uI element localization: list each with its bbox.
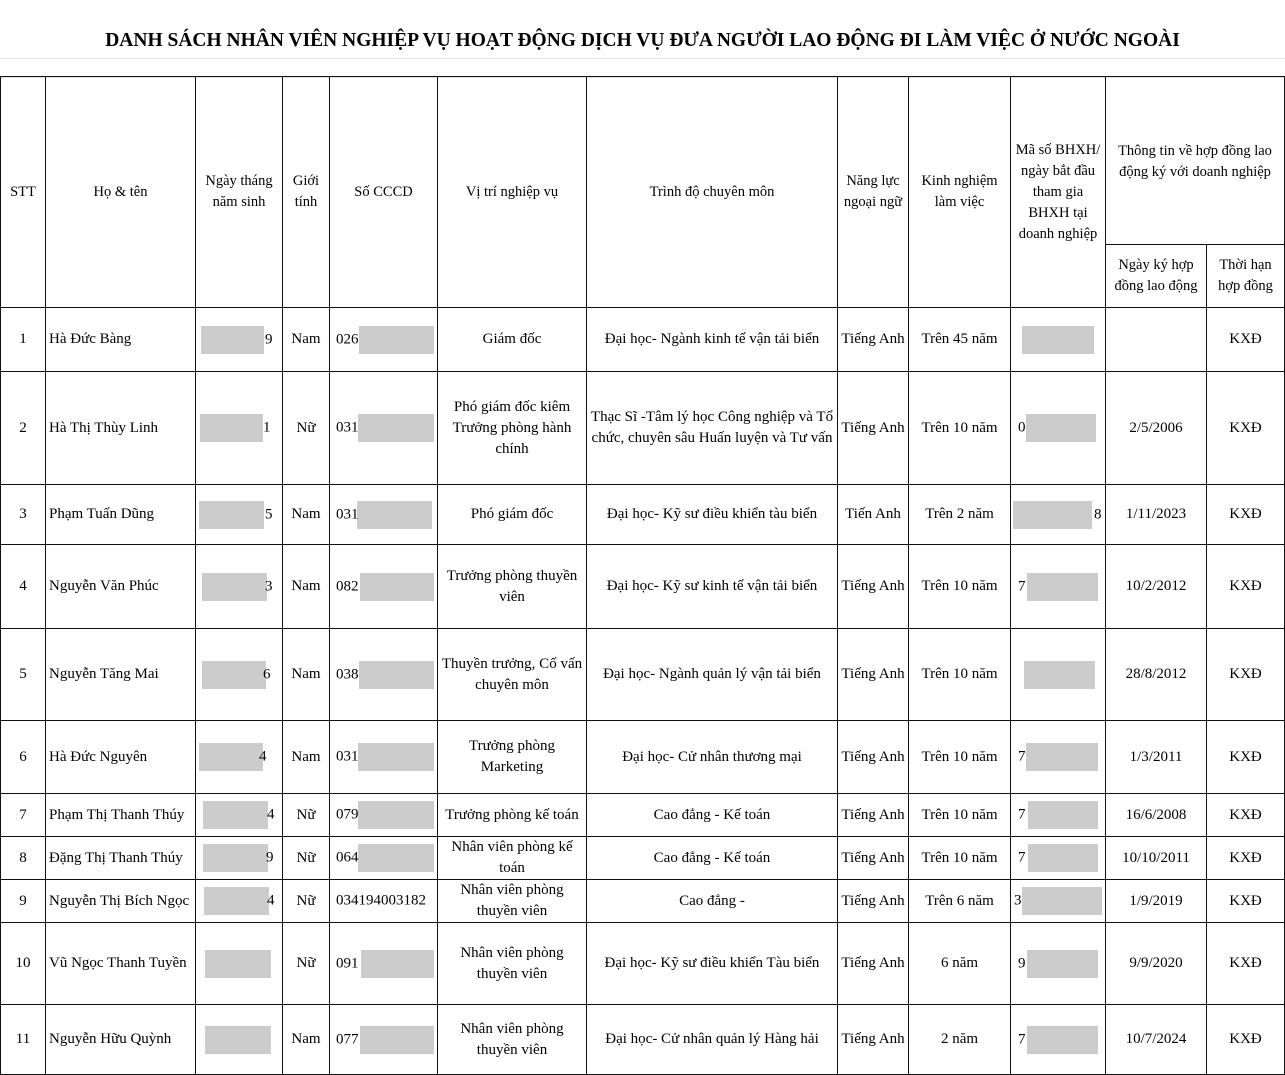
row-dob-text: 4	[267, 892, 275, 909]
row-dob	[196, 485, 283, 545]
redaction-mask	[358, 801, 434, 829]
row-qualification: Đại học- Ngành kinh tế vận tải biển	[587, 308, 838, 372]
row-position: Giám đốc	[438, 308, 587, 372]
row-experience: 6 năm	[909, 923, 1011, 1005]
row-cccd	[330, 629, 438, 721]
redaction-mask	[1022, 887, 1102, 915]
header-dob: Ngày tháng năm sinh	[196, 77, 283, 308]
row-position: Nhân viên phòng thuyền viên	[438, 880, 587, 923]
redaction-mask	[360, 1026, 434, 1054]
row-qualification: Đại học- Kỹ sư điều khiển tàu biển	[587, 485, 838, 545]
row-cccd-text: 031	[336, 419, 359, 436]
redaction-mask	[199, 501, 264, 529]
row-language: Tiếng Anh	[838, 1005, 909, 1075]
row-term: KXĐ	[1207, 794, 1285, 837]
table-row	[1, 721, 1285, 794]
row-gender: Nam	[283, 721, 330, 794]
row-experience: Trên 2 năm	[909, 485, 1011, 545]
row-stt: 9	[1, 880, 46, 923]
row-position: Phó giám đốc	[438, 485, 587, 545]
row-cccd	[330, 794, 438, 837]
row-qualification: Đại học- Ngành quản lý vận tải biển	[587, 629, 838, 721]
row-position: Trưởng phòng Marketing	[438, 721, 587, 794]
row-dob-text: 6	[263, 666, 271, 682]
redaction-mask	[200, 414, 263, 442]
row-term: KXĐ	[1207, 880, 1285, 923]
redaction-mask	[1026, 743, 1098, 771]
row-qualification: Cao đẳng -	[587, 880, 838, 923]
row-cccd	[330, 1005, 438, 1075]
row-bhxh-text: 3	[1014, 892, 1022, 909]
row-term: KXĐ	[1207, 721, 1285, 794]
table-row	[1, 923, 1285, 1005]
row-cccd-text: 038	[336, 666, 359, 682]
header-experience: Kinh nghiệm làm việc	[909, 77, 1011, 308]
row-cccd	[330, 880, 438, 923]
redaction-mask	[199, 743, 263, 771]
row-dob-text: 4	[259, 748, 267, 765]
redaction-mask	[1027, 950, 1098, 978]
redaction-mask	[361, 950, 434, 978]
row-sign-date: 1/11/2023	[1106, 485, 1207, 545]
row-language: Tiếng Anh	[838, 880, 909, 923]
row-sign-date: 10/2/2012	[1106, 545, 1207, 629]
row-dob-text: 3	[265, 578, 273, 594]
row-stt: 2	[1, 372, 46, 485]
redaction-mask	[203, 801, 268, 829]
redaction-mask	[1024, 661, 1095, 689]
row-term: KXĐ	[1207, 1005, 1285, 1075]
row-name: Hà Đức Nguyên	[46, 721, 196, 794]
row-dob	[196, 794, 283, 837]
row-experience: Trên 10 năm	[909, 837, 1011, 880]
row-dob-text: 4	[267, 806, 275, 823]
row-gender: Nữ	[283, 794, 330, 837]
row-bhxh-text: 7	[1018, 849, 1026, 866]
table-row	[1, 794, 1285, 837]
row-sign-date: 10/7/2024	[1106, 1005, 1207, 1075]
redaction-mask	[358, 414, 434, 442]
row-stt: 1	[1, 308, 46, 372]
row-gender: Nữ	[283, 880, 330, 923]
row-bhxh-text: 8	[1094, 506, 1102, 522]
row-cccd	[330, 545, 438, 629]
row-name: Nguyễn Thị Bích Ngọc	[46, 880, 196, 923]
redaction-mask	[203, 844, 268, 872]
table-row	[1, 629, 1285, 721]
row-gender: Nam	[283, 308, 330, 372]
redaction-mask	[359, 326, 434, 354]
row-qualification: Đại học- Kỹ sư kinh tế vận tải biển	[587, 545, 838, 629]
redaction-mask	[357, 501, 432, 529]
row-name: Nguyễn Hữu Quỳnh	[46, 1005, 196, 1075]
empty-spreadsheet-row	[0, 58, 1285, 78]
row-position: Nhân viên phòng thuyền viên	[438, 1005, 587, 1075]
row-bhxh	[1011, 880, 1106, 923]
row-term: KXĐ	[1207, 837, 1285, 880]
row-cccd	[330, 308, 438, 372]
row-bhxh-text: 0	[1018, 419, 1026, 436]
row-gender: Nữ	[283, 837, 330, 880]
redaction-mask	[1027, 573, 1098, 601]
row-name: Hà Thị Thùy Linh	[46, 372, 196, 485]
row-bhxh	[1011, 629, 1106, 721]
row-cccd-text: 031	[336, 506, 359, 522]
row-cccd-text: 082	[336, 578, 359, 594]
row-sign-date: 1/9/2019	[1106, 880, 1207, 923]
row-stt: 10	[1, 923, 46, 1005]
page-title: DANH SÁCH NHÂN VIÊN NGHIỆP VỤ HOẠT ĐỘNG DỊCH VỤ ĐƯA NGƯỜI LAO ĐỘNG ĐI LÀM VIỆC Ở NƯỚC NGOÀI	[105, 30, 1180, 51]
redaction-mask	[358, 844, 434, 872]
row-language: Tiếng Anh	[838, 794, 909, 837]
row-experience: Trên 10 năm	[909, 372, 1011, 485]
row-gender: Nam	[283, 545, 330, 629]
header-gender: Giới tính	[283, 77, 330, 308]
row-position: Trưởng phòng kế toán	[438, 794, 587, 837]
row-qualification: Thạc Sĩ -Tâm lý học Công nghiệp và Tổ chức, chuyên sâu Huấn luyện và Tư vấn	[587, 372, 838, 485]
row-qualification: Cao đẳng - Kế toán	[587, 837, 838, 880]
header-position: Vị trí nghiệp vụ	[438, 77, 587, 308]
row-dob	[196, 1005, 283, 1075]
row-bhxh	[1011, 923, 1106, 1005]
row-experience: Trên 10 năm	[909, 794, 1011, 837]
row-bhxh-text: 7	[1018, 806, 1026, 823]
row-position: Phó giám đốc kiêm Trưởng phòng hành chính	[438, 372, 587, 485]
row-position: Nhân viên phòng thuyền viên	[438, 923, 587, 1005]
redaction-mask	[358, 743, 434, 771]
row-cccd-text: 026	[336, 331, 359, 347]
row-sign-date: 9/9/2020	[1106, 923, 1207, 1005]
table-row	[1, 880, 1285, 923]
row-term: KXĐ	[1207, 545, 1285, 629]
row-cccd	[330, 923, 438, 1005]
row-stt: 3	[1, 485, 46, 545]
table-row	[1, 372, 1285, 485]
redaction-mask	[205, 1026, 271, 1054]
row-language: Tiếng Anh	[838, 721, 909, 794]
redaction-mask	[1013, 501, 1092, 529]
row-gender: Nữ	[283, 923, 330, 1005]
row-stt: 4	[1, 545, 46, 629]
row-sign-date: 10/10/2011	[1106, 837, 1207, 880]
row-name: Phạm Thị Thanh Thúy	[46, 794, 196, 837]
row-stt: 7	[1, 794, 46, 837]
row-dob	[196, 308, 283, 372]
row-sign-date: 2/5/2006	[1106, 372, 1207, 485]
row-language: Tiếng Anh	[838, 629, 909, 721]
row-language: Tiếng Anh	[838, 545, 909, 629]
header-term: Thời hạn hợp đồng	[1207, 245, 1285, 308]
row-cccd-text: 079	[336, 806, 359, 823]
table-row	[1, 1005, 1285, 1075]
row-cccd	[330, 721, 438, 794]
header-qualification: Trình độ chuyên môn	[587, 77, 838, 308]
row-dob	[196, 372, 283, 485]
redaction-mask	[1026, 414, 1096, 442]
row-language: Tiến Anh	[838, 485, 909, 545]
row-language: Tiếng Anh	[838, 923, 909, 1005]
row-cccd	[330, 485, 438, 545]
row-dob	[196, 880, 283, 923]
row-gender: Nam	[283, 485, 330, 545]
row-sign-date: 28/8/2012	[1106, 629, 1207, 721]
row-qualification: Đại học- Cử nhân quản lý Hàng hải	[587, 1005, 838, 1075]
header-cccd: Số CCCD	[330, 77, 438, 308]
row-cccd	[330, 372, 438, 485]
redaction-mask	[1022, 326, 1094, 354]
row-position: Thuyền trưởng, Cố vấn chuyên môn	[438, 629, 587, 721]
row-bhxh	[1011, 1005, 1106, 1075]
header-stt: STT	[1, 77, 46, 308]
row-bhxh	[1011, 485, 1106, 545]
header-name: Họ & tên	[46, 77, 196, 308]
row-sign-date: 16/6/2008	[1106, 794, 1207, 837]
header-contract: Thông tin về hợp đồng lao động ký với doanh nghiệp	[1106, 77, 1285, 245]
employee-rows	[1, 308, 1285, 1075]
row-bhxh	[1011, 721, 1106, 794]
table-row	[1, 485, 1285, 545]
row-dob-text: 5	[265, 506, 273, 522]
row-dob	[196, 923, 283, 1005]
row-dob	[196, 545, 283, 629]
row-experience: Trên 6 năm	[909, 880, 1011, 923]
row-bhxh	[1011, 545, 1106, 629]
row-position: Trưởng phòng thuyền viên	[438, 545, 587, 629]
row-experience: Trên 10 năm	[909, 629, 1011, 721]
row-bhxh	[1011, 794, 1106, 837]
row-dob	[196, 721, 283, 794]
row-dob	[196, 837, 283, 880]
row-experience: Trên 10 năm	[909, 545, 1011, 629]
redaction-mask	[205, 950, 271, 978]
row-language: Tiếng Anh	[838, 308, 909, 372]
row-stt: 11	[1, 1005, 46, 1075]
row-qualification: Đại học- Kỹ sư điều khiển Tàu biển	[587, 923, 838, 1005]
row-term: KXĐ	[1207, 308, 1285, 372]
row-cccd-text: 064	[336, 849, 359, 866]
row-bhxh	[1011, 308, 1106, 372]
table-row	[1, 837, 1285, 880]
row-dob-text: 1	[263, 419, 271, 436]
redaction-mask	[202, 661, 266, 689]
row-stt: 6	[1, 721, 46, 794]
row-term: KXĐ	[1207, 485, 1285, 545]
row-sign-date: 1/3/2011	[1106, 721, 1207, 794]
row-term: KXĐ	[1207, 629, 1285, 721]
row-dob-text: 9	[266, 849, 274, 866]
row-language: Tiếng Anh	[838, 837, 909, 880]
row-bhxh-text: 7	[1018, 578, 1026, 594]
row-qualification: Đại học- Cử nhân thương mại	[587, 721, 838, 794]
redaction-mask	[1028, 801, 1098, 829]
row-position: Nhân viên phòng kế toán	[438, 837, 587, 880]
row-dob-text: 9	[265, 331, 273, 347]
row-cccd-text: 034194003182	[336, 892, 426, 909]
row-qualification: Cao đẳng - Kế toán	[587, 794, 838, 837]
row-term: KXĐ	[1207, 923, 1285, 1005]
table-row	[1, 545, 1285, 629]
redaction-mask	[1028, 844, 1098, 872]
row-bhxh	[1011, 372, 1106, 485]
redaction-mask	[204, 887, 269, 915]
row-gender: Nam	[283, 1005, 330, 1075]
table-row	[1, 308, 1285, 372]
row-cccd	[330, 837, 438, 880]
header-bhxh: Mã số BHXH/ ngày bắt đầu tham gia BHXH tại doanh nghiệp	[1011, 77, 1106, 308]
row-term: KXĐ	[1207, 372, 1285, 485]
redaction-mask	[360, 573, 434, 601]
row-bhxh-text: 9	[1018, 955, 1026, 971]
row-cccd-text: 077	[336, 1031, 359, 1047]
row-stt: 8	[1, 837, 46, 880]
row-name: Phạm Tuấn Dũng	[46, 485, 196, 545]
row-experience: Trên 10 năm	[909, 721, 1011, 794]
redaction-mask	[201, 326, 264, 354]
row-cccd-text: 031	[336, 748, 359, 765]
row-dob	[196, 629, 283, 721]
header-language: Năng lực ngoại ngữ	[838, 77, 909, 308]
employee-table	[0, 76, 1285, 1075]
redaction-mask	[1027, 1026, 1098, 1054]
row-stt: 5	[1, 629, 46, 721]
row-bhxh-text: 7	[1018, 1031, 1026, 1047]
row-gender: Nữ	[283, 372, 330, 485]
row-name: Nguyễn Tăng Mai	[46, 629, 196, 721]
row-bhxh	[1011, 837, 1106, 880]
row-sign-date	[1106, 308, 1207, 372]
row-gender: Nam	[283, 629, 330, 721]
row-language: Tiếng Anh	[838, 372, 909, 485]
header-sign-date: Ngày ký hợp đồng lao động	[1106, 245, 1207, 308]
row-cccd-text: 091	[336, 955, 359, 971]
row-name: Nguyễn Văn Phúc	[46, 545, 196, 629]
redaction-mask	[202, 573, 267, 601]
row-name: Vũ Ngọc Thanh Tuyền	[46, 923, 196, 1005]
row-experience: Trên 45 năm	[909, 308, 1011, 372]
row-bhxh-text: 7	[1018, 748, 1026, 765]
row-name: Đặng Thị Thanh Thúy	[46, 837, 196, 880]
row-name: Hà Đức Bàng	[46, 308, 196, 372]
redaction-mask	[359, 661, 434, 689]
row-experience: 2 năm	[909, 1005, 1011, 1075]
